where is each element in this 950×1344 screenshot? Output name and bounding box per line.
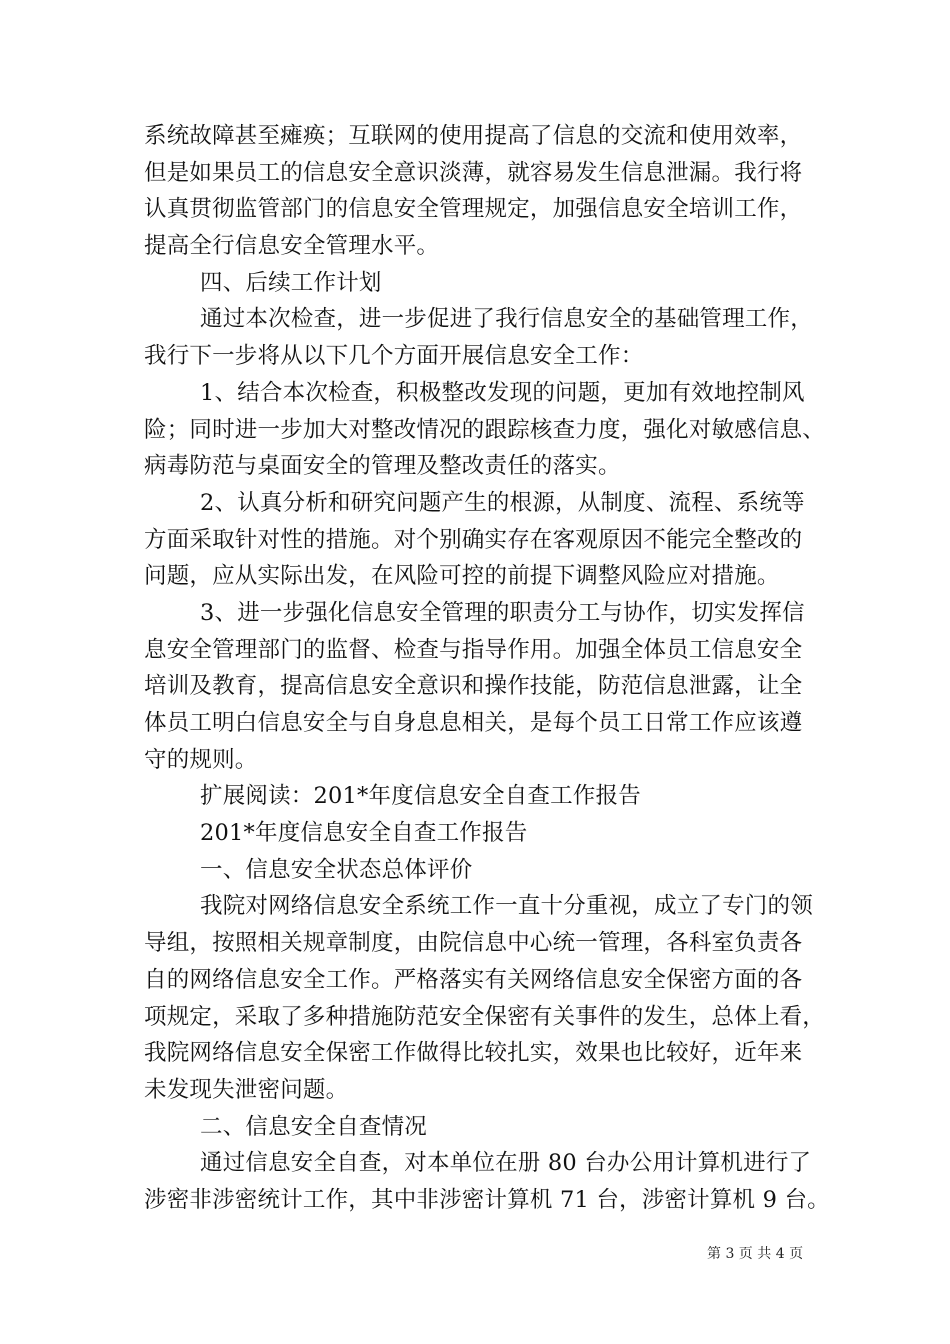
text-line: 但是如果员工的信息安全意识淡薄，就容易发生信息泄漏。我行将 [144,159,803,186]
text-line: 扩展阅读：201*年度信息安全自查工作报告 [200,783,641,810]
text-line: 提高全行信息安全管理水平。 [144,233,440,260]
text-line: 险；同时进一步加大对整改情况的跟踪核查力度，强化对敏感信息、 [144,416,826,443]
text-line: 系统故障甚至瘫痪；互联网的使用提高了信息的交流和使用效率， [144,123,803,149]
text-line: 方面采取针对性的措施。对个别确实存在客观原因不能完全整改的 [144,526,803,553]
text-line: 涉密非涉密统计工作，其中非涉密计算机 71 台，涉密计算机 9 台。 [144,1186,830,1213]
text-line: 2、认真分析和研究问题产生的根源，从制度、流程、系统等 [200,489,805,516]
text-line: 病毒防范与桌面安全的管理及整改责任的落实。 [144,453,621,480]
text-line: 3、进一步强化信息安全管理的职责分工与协作，切实发挥信 [200,599,805,626]
text-line: 我院对网络信息安全系统工作一直十分重视，成立了专门的领 [200,893,813,920]
text-line: 息安全管理部门的监督、检查与指导作用。加强全体员工信息安全 [144,636,803,663]
text-line: 未发现失泄密问题。 [144,1076,349,1103]
text-line: 1、结合本次检查，积极整改发现的问题，更加有效地控制风 [200,379,805,406]
text-line: 通过本次检查，进一步促进了我行信息安全的基础管理工作， [200,306,813,333]
text-line: 导组，按照相关规章制度，由院信息中心统一管理，各科室负责各 [144,930,803,957]
text-line: 守的规则。 [144,746,258,773]
text-line: 201*年度信息安全自查工作报告 [200,820,528,847]
text-line: 认真贯彻监管部门的信息安全管理规定，加强信息安全培训工作， [144,196,803,223]
text-line: 体员工明白信息安全与自身息息相关，是每个员工日常工作应该遵 [144,710,803,736]
text-line: 我行下一步将从以下几个方面开展信息安全工作： [144,343,644,370]
page-number: 第 3 页 共 4 页 [707,1246,804,1262]
document-body [144,118,830,1219]
text-line: 一、信息安全状态总体评价 [200,856,473,883]
text-line: 二、信息安全自查情况 [200,1113,428,1140]
text-line: 培训及教育，提高信息安全意识和操作技能，防范信息泄露，让全 [144,673,803,700]
text-line: 问题，应从实际出发，在风险可控的前提下调整风险应对措施。 [144,563,780,590]
text-line: 自的网络信息安全工作。严格落实有关网络信息安全保密方面的各 [144,966,803,993]
text-line: 我院网络信息安全保密工作做得比较扎实，效果也比较好，近年来 [144,1040,803,1067]
text-line: 通过信息安全自查，对本单位在册 80 台办公用计算机进行了 [200,1150,812,1177]
text-line: 项规定，采取了多种措施防范安全保密有关事件的发生，总体上看， [144,1003,826,1030]
text-line: 四、后续工作计划 [200,269,382,296]
